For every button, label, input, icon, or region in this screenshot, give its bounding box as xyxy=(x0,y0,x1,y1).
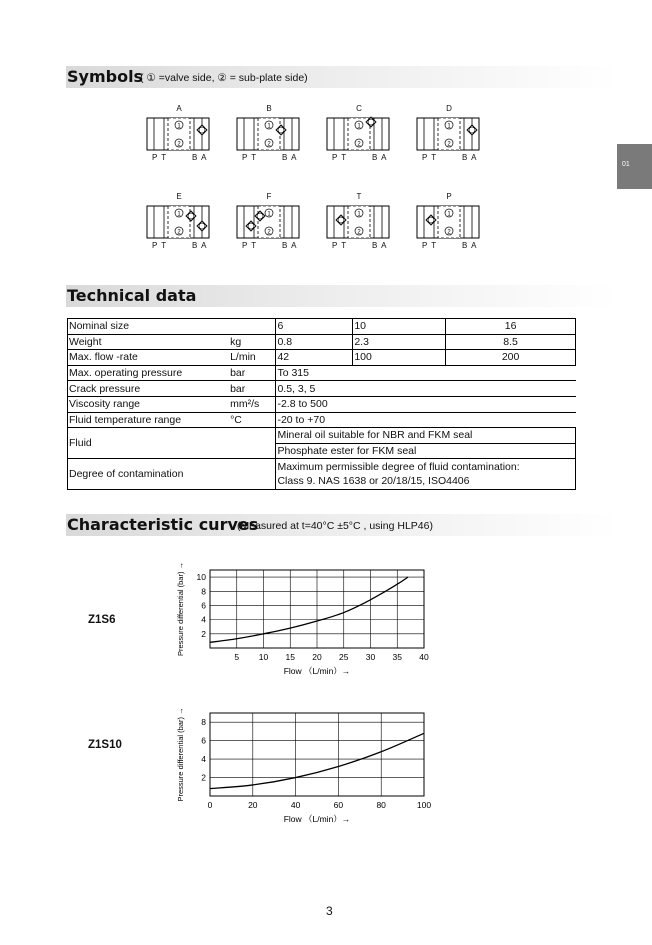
marker-2: 2 xyxy=(177,141,181,148)
port-label-ba: B A xyxy=(372,241,388,250)
marker-1: 1 xyxy=(357,211,361,218)
symbol-f xyxy=(234,192,304,256)
symbol-e xyxy=(144,192,214,256)
symbols-header xyxy=(66,66,618,88)
symbol-label: E xyxy=(176,192,182,201)
check-valve-icon xyxy=(197,125,207,135)
y-tick-label: 8 xyxy=(201,717,206,728)
x-tick-label: 30 xyxy=(365,652,376,662)
param-unit: bar xyxy=(229,365,276,381)
technical-title: Technical data xyxy=(67,286,197,305)
y-tick-label: 6 xyxy=(201,735,206,746)
symbol-label: F xyxy=(266,192,272,201)
param-name: Fluid xyxy=(68,428,276,459)
symbol-label: D xyxy=(446,104,452,113)
valve-symbol-icon xyxy=(324,204,394,242)
chapter-tab[interactable] xyxy=(617,144,652,189)
param-name: Weight xyxy=(68,334,230,350)
chapter-tab-label: 01 xyxy=(622,161,630,168)
fluid-line-2: Phosphate ester for FKM seal xyxy=(276,443,576,459)
value-size10: 10 xyxy=(353,319,446,335)
valve-symbol-icon xyxy=(144,116,214,154)
plot-frame xyxy=(210,713,424,796)
symbol-a xyxy=(144,104,214,168)
x-tick-label: 60 xyxy=(333,800,344,810)
y-tick-label: 10 xyxy=(196,572,206,583)
param-unit: °C xyxy=(229,412,276,428)
check-valve-icon xyxy=(467,125,477,135)
param-value: -20 to +70 xyxy=(276,412,576,428)
table-row xyxy=(68,412,576,428)
contamination-line-1: Maximum permissible degree of fluid contamination: xyxy=(276,459,576,474)
y-axis-label: Pressure differential (bar) → xyxy=(176,707,185,802)
marker-1: 1 xyxy=(447,211,451,218)
value-size6: 42 xyxy=(276,350,353,366)
port-label-pt: P T xyxy=(242,153,258,162)
param-name: Viscosity range xyxy=(68,396,230,412)
y-tick-label: 8 xyxy=(201,586,206,597)
table-row xyxy=(68,319,576,335)
x-tick-label: 80 xyxy=(376,800,386,810)
chart-z1s6 xyxy=(170,558,440,678)
y-tick-label: 4 xyxy=(201,614,206,625)
marker-1: 1 xyxy=(177,211,181,218)
param-unit: bar xyxy=(229,381,276,397)
value-size10: 2.3 xyxy=(353,334,446,350)
port-label-ba: B A xyxy=(282,241,298,250)
x-axis-label: Flow （L/min）→ xyxy=(283,666,351,676)
param-value: 0.5, 3, 5 xyxy=(276,381,576,397)
marker-1: 1 xyxy=(267,123,271,130)
y-axis-label: Pressure differential (bar) → xyxy=(176,561,185,657)
param-value: -2.8 to 500 xyxy=(276,396,576,412)
port-label-pt: P T xyxy=(242,241,258,250)
y-tick-label: 6 xyxy=(201,600,206,611)
curves-subtitle: (Measured at t=40°C ±5°C , using HLP46) xyxy=(237,520,433,532)
marker-2: 2 xyxy=(267,141,271,148)
value-size16: 200 xyxy=(446,350,576,366)
symbol-label: A xyxy=(176,104,182,113)
x-tick-label: 15 xyxy=(285,652,295,662)
symbol-d xyxy=(414,104,484,168)
value-size6: 0.8 xyxy=(276,334,353,350)
check-valve-icon xyxy=(426,215,436,225)
symbol-label: T xyxy=(356,192,362,201)
param-unit: L/min xyxy=(229,350,276,366)
chart-z1s10 xyxy=(170,693,440,828)
marker-1: 1 xyxy=(447,123,451,130)
marker-2: 2 xyxy=(357,229,361,236)
valve-symbol-icon xyxy=(414,116,484,154)
x-tick-label: 0 xyxy=(207,800,213,810)
y-tick-label: 4 xyxy=(201,754,206,765)
x-tick-label: 40 xyxy=(419,652,429,662)
param-unit xyxy=(229,319,276,335)
port-label-pt: P T xyxy=(422,241,438,250)
check-valve-icon xyxy=(197,221,207,231)
port-label-pt: P T xyxy=(332,153,348,162)
symbol-label: B xyxy=(266,104,272,113)
param-name: Crack pressure xyxy=(68,381,230,397)
marker-1: 1 xyxy=(267,211,271,218)
symbol-b xyxy=(234,104,304,168)
table-row xyxy=(68,428,576,444)
param-value: To 315 xyxy=(276,365,576,381)
marker-2: 2 xyxy=(447,141,451,148)
series-line xyxy=(210,733,424,788)
valve-symbol-icon xyxy=(234,204,304,242)
marker-2: 2 xyxy=(447,229,451,236)
x-tick-label: 25 xyxy=(339,652,349,662)
port-label-pt: P T xyxy=(152,241,168,250)
param-unit: mm²/s xyxy=(229,396,276,412)
marker-2: 2 xyxy=(177,229,181,236)
table-row xyxy=(68,459,576,474)
symbol-t xyxy=(324,192,394,256)
valve-symbol-icon xyxy=(234,116,304,154)
port-label-ba: B A xyxy=(462,241,478,250)
port-label-ba: B A xyxy=(192,241,208,250)
technical-table xyxy=(67,318,576,490)
param-unit: kg xyxy=(229,334,276,350)
y-tick-label: 2 xyxy=(201,628,206,639)
x-tick-label: 40 xyxy=(290,800,301,810)
param-name: Fluid temperature range xyxy=(68,412,230,428)
symbol-p xyxy=(414,192,484,256)
valve-symbol-icon xyxy=(144,204,214,242)
param-name: Degree of contamination xyxy=(68,459,276,489)
value-size16: 8.5 xyxy=(446,334,576,350)
x-axis-label: Flow （L/min）→ xyxy=(283,814,351,824)
x-tick-label: 20 xyxy=(248,800,258,810)
page-number: 3 xyxy=(326,904,333,918)
valve-symbol-icon xyxy=(324,116,394,154)
port-label-ba: B A xyxy=(282,153,298,162)
value-size10: 100 xyxy=(353,350,446,366)
y-tick-label: 2 xyxy=(201,772,206,783)
fluid-line-1: Mineral oil suitable for NBR and FKM seal xyxy=(276,428,576,444)
curves-header xyxy=(66,514,618,536)
port-label-pt: P T xyxy=(152,153,168,162)
check-valve-icon xyxy=(336,215,346,225)
x-tick-label: 100 xyxy=(416,800,432,810)
marker-2: 2 xyxy=(357,141,361,148)
technical-header xyxy=(66,285,618,307)
marker-1: 1 xyxy=(177,123,181,130)
table-row xyxy=(68,396,576,412)
check-valve-icon xyxy=(246,221,256,231)
x-tick-label: 35 xyxy=(392,652,402,662)
x-tick-label: 5 xyxy=(234,652,240,662)
contamination-line-2: Class 9. NAS 1638 or 20/18/15, ISO4406 xyxy=(276,474,576,489)
param-name: Max. operating pressure xyxy=(68,365,230,381)
value-size16: 16 xyxy=(446,319,576,335)
table-row xyxy=(68,365,576,381)
chart-label-z1s6: Z1S6 xyxy=(88,614,116,626)
symbol-c xyxy=(324,104,394,168)
chart-label-z1s10: Z1S10 xyxy=(88,739,122,751)
table-row xyxy=(68,381,576,397)
symbols-title: Symbols xyxy=(67,67,144,86)
table-row xyxy=(68,334,576,350)
port-label-ba: B A xyxy=(462,153,478,162)
symbol-label: C xyxy=(356,104,362,113)
symbols-note: ( ① =valve side, ② = sub-plate side) xyxy=(140,72,308,84)
x-tick-label: 20 xyxy=(312,652,322,662)
marker-1: 1 xyxy=(357,123,361,130)
port-label-ba: B A xyxy=(372,153,388,162)
x-tick-label: 10 xyxy=(258,652,269,662)
port-label-pt: P T xyxy=(422,153,438,162)
table-row xyxy=(68,350,576,366)
param-name: Max. flow -rate xyxy=(68,350,230,366)
symbol-label: P xyxy=(446,192,452,201)
marker-2: 2 xyxy=(267,229,271,236)
valve-symbol-icon xyxy=(414,204,484,242)
port-label-ba: B A xyxy=(192,153,208,162)
param-name: Nominal size xyxy=(68,319,230,335)
value-size6: 6 xyxy=(276,319,353,335)
curves-title: Characteristic curves xyxy=(67,515,259,534)
port-label-pt: P T xyxy=(332,241,348,250)
series-line xyxy=(210,577,408,642)
